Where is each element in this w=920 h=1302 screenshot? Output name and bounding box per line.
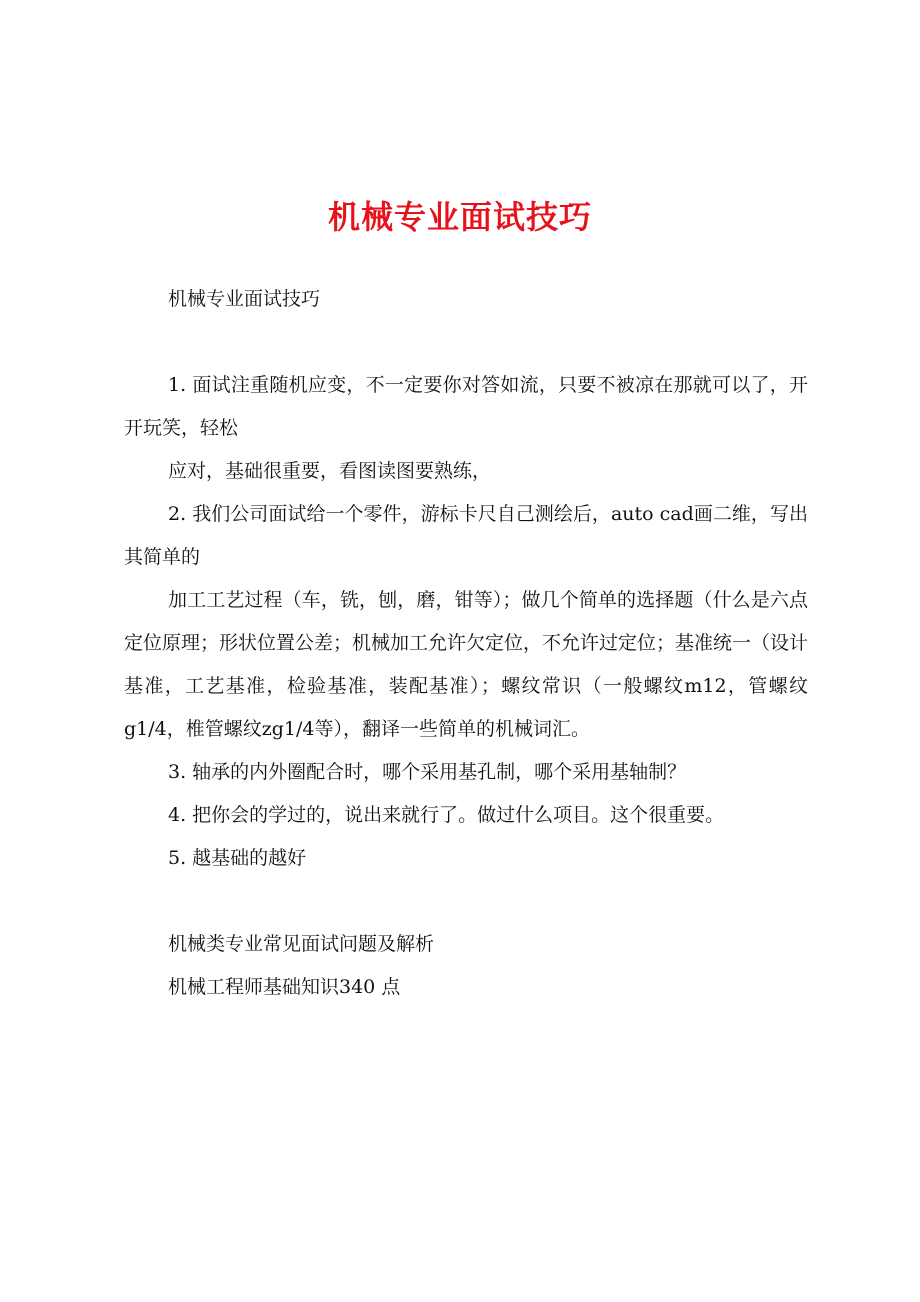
paragraph-item-2-continued: 加工工艺过程（车，铣，刨，磨，钳等）；做几个简单的选择题（什么是六点定位原理；形状位置公差；机械加工允许欠定位，不允许过定位；基准统一（设计基准，工艺基准，检验基准，装配基准）；螺纹常识（一般螺纹m12，管螺纹g1/4，椎管螺纹zg1/4等），翻译一些简单的机械词汇。: [124, 589, 809, 740]
paragraph-related-heading: 机械类专业常见面试问题及解析: [168, 933, 435, 955]
paragraph-subtitle: 机械专业面试技巧: [168, 288, 321, 310]
document-title: 机械专业面试技巧: [327, 198, 592, 236]
paragraph-item-5: 5. 越基础的越好: [168, 847, 307, 869]
paragraph-item-1-continued: 应对，基础很重要，看图读图要熟练，: [168, 460, 492, 482]
paragraph-item-1: 1. 面试注重随机应变，不一定要你对答如流，只要不被凉在那就可以了，开开玩笑，轻松: [124, 374, 808, 439]
paragraph-item-3: 3. 轴承的内外圈配合时，哪个采用基孔制，哪个采用基轴制？: [168, 761, 687, 783]
paragraph-item-2: 2. 我们公司面试给一个零件，游标卡尺自己测绘后，auto cad画二维，写出其简单的: [124, 503, 808, 568]
paragraph-item-4: 4. 把你会的学过的，说出来就行了。做过什么项目。这个很重要。: [168, 804, 725, 826]
document-body: [124, 278, 808, 1009]
paragraph-related-subheading: 机械工程师基础知识340 点: [168, 976, 401, 998]
